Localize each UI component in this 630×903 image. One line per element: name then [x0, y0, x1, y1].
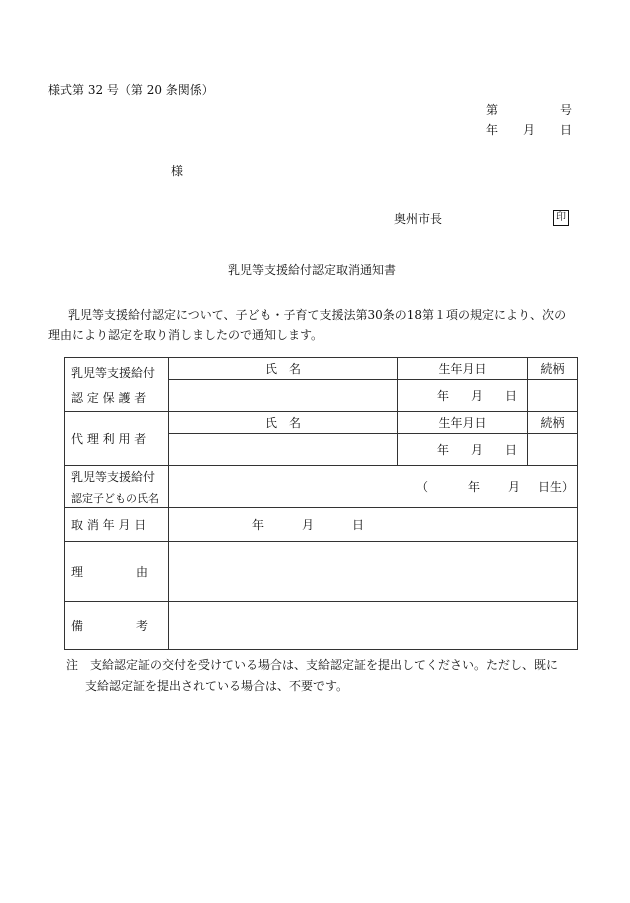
guardian-name-field[interactable]: [169, 380, 398, 412]
guardian-name-header: 氏 名: [169, 358, 398, 380]
guardian-label: 乳児等支援給付 認 定 保 護 者: [65, 358, 169, 412]
cancel-date-field[interactable]: 年 月 日: [169, 508, 578, 542]
note-line-2: 支給認定証を提出されている場合は、不要です。: [85, 679, 349, 693]
seal-mark: 印: [553, 210, 569, 226]
proxy-relation-header: 続柄: [528, 412, 578, 434]
remarks-field[interactable]: [169, 602, 578, 650]
proxy-relation-field[interactable]: [528, 434, 578, 466]
document-number-suffix: 号: [560, 103, 573, 117]
issuer-name: 奥州市長: [394, 212, 443, 226]
reason-field[interactable]: [169, 542, 578, 602]
issue-date-year: 年: [486, 123, 499, 137]
document-number-prefix: 第: [486, 103, 499, 117]
document-title: 乳児等支援給付認定取消通知書: [228, 263, 397, 277]
guardian-relation-header: 続柄: [528, 358, 578, 380]
cancel-date-label: 取 消 年 月 日: [65, 508, 169, 542]
proxy-name-field[interactable]: [169, 434, 398, 466]
issue-date-month: 月: [523, 123, 536, 137]
guardian-birth-field[interactable]: 年 月 日: [398, 380, 528, 412]
guardian-birth-header: 生年月日: [398, 358, 528, 380]
child-label: 乳児等支援給付 認定子どもの氏名: [65, 466, 169, 508]
form-number: 様式第 32 号（第 20 条関係）: [48, 83, 214, 97]
reason-label: 理 由: [65, 542, 169, 602]
remarks-label: 備 考: [65, 602, 169, 650]
note-line-1: 注 支給認定証の交付を受けている場合は、支給認定証を提出してください。ただし、既に: [66, 658, 559, 672]
proxy-birth-field[interactable]: 年 月 日: [398, 434, 528, 466]
body-text-line-2: 理由により認定を取り消しましたので通知します。: [48, 328, 324, 342]
proxy-name-header: 氏 名: [169, 412, 398, 434]
issue-date-day: 日: [560, 123, 573, 137]
body-text-line-1: 乳児等支援給付認定について、子ども・子育て支援法第30条の18第１項の規定により、次の: [68, 308, 567, 322]
proxy-label: 代 理 利 用 者: [65, 412, 169, 466]
cancellation-table: [64, 357, 578, 650]
child-name-field[interactable]: （ 年 月 日生）: [169, 466, 578, 508]
proxy-birth-header: 生年月日: [398, 412, 528, 434]
guardian-relation-field[interactable]: [528, 380, 578, 412]
addressee-suffix: 様: [171, 164, 184, 178]
